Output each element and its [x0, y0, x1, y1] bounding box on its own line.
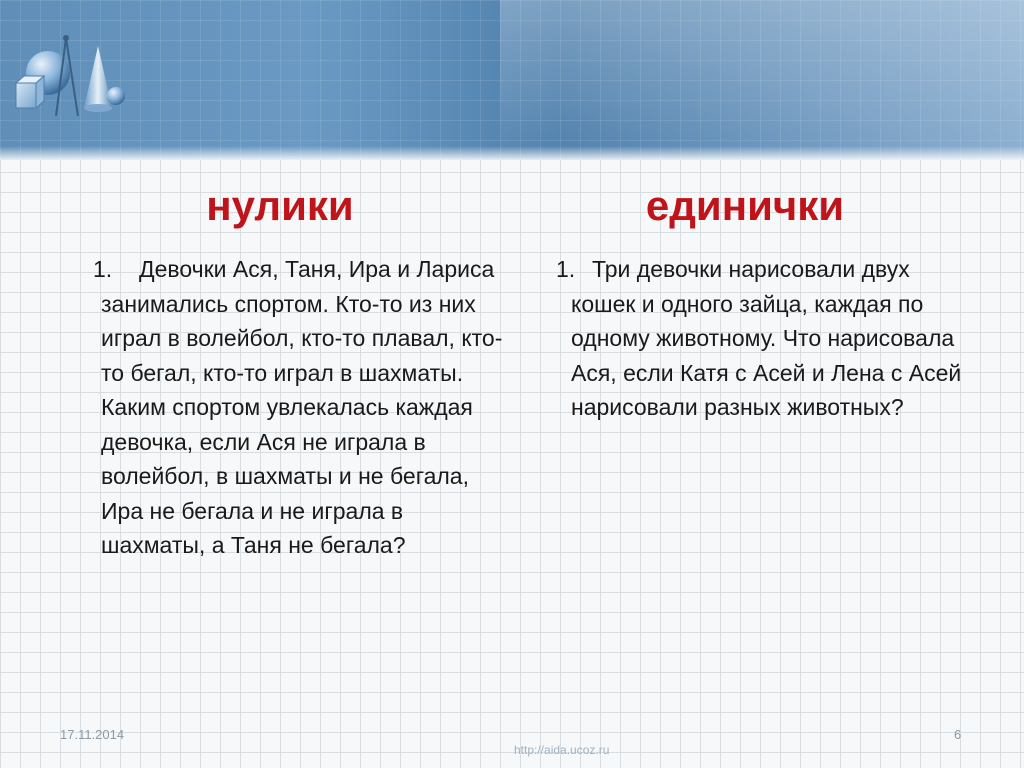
header-band — [0, 0, 1024, 160]
left-problem — [93, 252, 503, 563]
left-column-title: нулики — [206, 182, 354, 229]
left-problem-number: 1. — [93, 256, 113, 282]
right-problem — [556, 252, 966, 425]
left-problem-text: Девочки Ася, Таня, Ира и Лариса занимались спортом. Кто-то из них играл в волейбол, кто-то плавал, кто-то бегал, кто-то играл в шахматы. Каким спортом увлекалась каждая девочка, если Ася не играла в волейбол, в шахматы и не бегала, Ира не бегала и не играла в шахматы, а Таня не бегала? — [101, 256, 503, 558]
right-column-title: единички — [645, 182, 845, 229]
right-problem-text: Три девочки нарисовали двух кошек и одного зайца, каждая по одному животному. Что нарисовала Ася, если Катя с Асей и Лена с Асей нарисовали разных животных? — [571, 256, 962, 420]
geometry-shapes-icon — [6, 28, 131, 128]
right-problem-number: 1. — [556, 256, 576, 282]
header-gloss — [500, 0, 1024, 160]
footer-url[interactable]: http://aida.ucoz.ru — [514, 743, 610, 757]
footer-date: 17.11.2014 — [60, 727, 125, 742]
slide-number: 6 — [954, 727, 962, 742]
